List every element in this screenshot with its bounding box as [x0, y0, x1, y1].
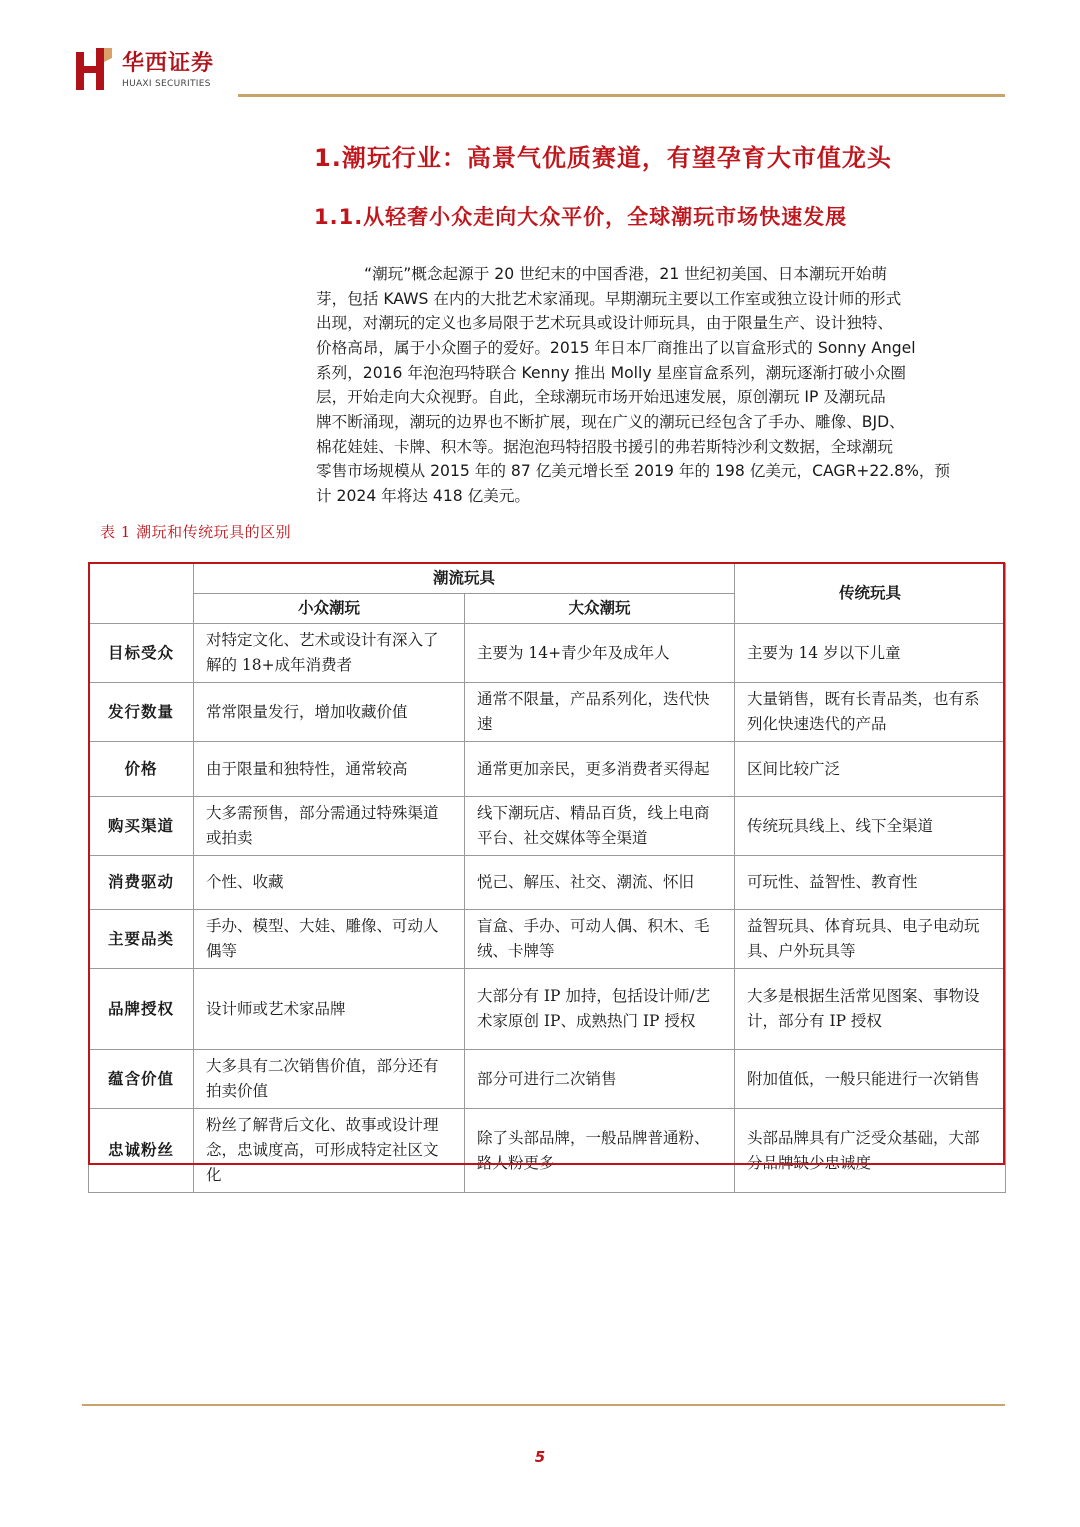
cell-mass: 大部分有 IP 加持，包括设计师/艺术家原创 IP、成熟热门 IP 授权: [465, 969, 735, 1050]
paragraph-line: 系列，2016 年泡泡玛特联合 Kenny 推出 Molly 星座盲盒系列，潮玩逐渐打破小众圈: [316, 363, 907, 382]
paragraph-line: 层，开始走向大众视野。自此，全球潮玩市场开始迅速发展，原创潮玩 IP 及潮玩品: [316, 388, 886, 407]
cell-traditional: 头部品牌具有广泛受众基础，大部: [735, 1109, 1006, 1193]
row-label: 忠诚粉丝: [89, 1109, 194, 1193]
table-row: [89, 969, 1006, 1050]
page-number: 5: [534, 1448, 546, 1466]
row-label: 主要品类: [89, 910, 194, 969]
cell-mass: 部分可进行二次销售: [465, 1050, 735, 1109]
cell-traditional: 大多是根据生活常见图案、事物设计，部分有 IP 授权: [735, 969, 1006, 1050]
table-corner-cell: [89, 564, 194, 624]
cell-traditional: 主要为 14 岁以下儿童: [735, 624, 1006, 683]
table-row: [89, 1109, 1006, 1193]
cell-mass: 通常更加亲民，更多消费者买得起: [465, 742, 735, 797]
cell-mass: 线下潮玩店、精品百货，线上电商平台、社交媒体等全渠道: [465, 797, 735, 856]
row-label: 价格: [89, 742, 194, 797]
table-bottom-border: [88, 1163, 1005, 1165]
cell-niche: 对特定文化、艺术或设计有深入了解的 18+成年消费者: [194, 624, 465, 683]
row-label: 品牌授权: [89, 969, 194, 1050]
paragraph-line: “潮玩”概念起源于 20 世纪末的中国香港，21 世纪初美国、日本潮玩开始萌: [364, 265, 887, 283]
cell-mass: 除了头部品牌，一般品牌普通粉、: [465, 1109, 735, 1193]
header-trend-toys: 潮流玩具: [194, 564, 735, 594]
brand-name-en: HUAXI SECURITIES: [122, 79, 211, 89]
cell-niche: 个性、收藏: [194, 856, 465, 910]
table-caption: 表 1 潮玩和传统玩具的区别: [100, 523, 292, 541]
cell-mass: 盲盒、手办、可动人偶、积木、毛绒、卡牌等: [465, 910, 735, 969]
cell-traditional: 传统玩具线上、线下全渠道: [735, 797, 1006, 856]
section-heading: 1.潮玩行业：高景气优质赛道，有望孕育大市值龙头: [314, 144, 892, 172]
row-label: 发行数量: [89, 683, 194, 742]
table-right-border: [1003, 563, 1005, 1164]
table-row: [89, 683, 1006, 742]
table-left-border: [88, 563, 90, 1164]
cell-mass: 悦己、解压、社交、潮流、怀旧: [465, 856, 735, 910]
header-traditional-toys: 传统玩具: [735, 564, 1006, 624]
cell-niche: 大多需预售，部分需通过特殊渠道或拍卖: [194, 797, 465, 856]
cell-mass: 主要为 14+青少年及成年人: [465, 624, 735, 683]
table-row: [89, 742, 1006, 797]
paragraph-line: 芽，包括 KAWS 在内的大批艺术家涌现。早期潮玩主要以工作室或独立设计师的形式: [316, 289, 902, 308]
body-paragraph: [316, 262, 1030, 509]
cell-mass: 通常不限量，产品系列化，迭代快速: [465, 683, 735, 742]
brand-name-cn: 华西证券: [122, 50, 215, 76]
table-row: [89, 624, 1006, 683]
footer-divider: [82, 1404, 1005, 1406]
paragraph-line: 棉花娃娃、卡牌、积木等。据泡泡玛特招股书援引的弗若斯特沙利文数据，全球潮玩: [316, 437, 893, 456]
cell-niche: 常常限量发行，增加收藏价值: [194, 683, 465, 742]
cell-traditional: 附加值低，一般只能进行一次销售: [735, 1050, 1006, 1109]
table-row: [89, 856, 1006, 910]
cell-traditional: 可玩性、益智性、教育性: [735, 856, 1006, 910]
comparison-table: [88, 563, 1006, 1193]
paragraph-line: 牌不断涌现，潮玩的边界也不断扩展，现在广义的潮玩已经包含了手办、雕像、BJD、: [316, 412, 905, 431]
paragraph-line: 出现，对潮玩的定义也多局限于艺术玩具或设计师玩具，由于限量生产、设计独特、: [316, 314, 893, 333]
subsection-heading: 1.1.从轻奢小众走向大众平价，全球潮玩市场快速发展: [314, 205, 848, 229]
paragraph-line: 零售市场规模从 2015 年的 87 亿美元增长至 2019 年的 198 亿美元，CAGR+22.8%，预: [316, 462, 951, 481]
cell-traditional: 区间比较广泛: [735, 742, 1006, 797]
row-label: 购买渠道: [89, 797, 194, 856]
row-label: 蕴含价值: [89, 1050, 194, 1109]
header-mass-toys: 大众潮玩: [465, 594, 735, 624]
huaxi-logo-icon: [76, 48, 112, 90]
header-divider: [238, 94, 1005, 97]
cell-niche: 设计师或艺术家品牌: [194, 969, 465, 1050]
paragraph-line: 价格高昂，属于小众圈子的爱好。2015 年日本厂商推出了以盲盒形式的 Sonny Angel: [316, 338, 916, 357]
cell-niche: 大多具有二次销售价值，部分还有拍卖价值: [194, 1050, 465, 1109]
cell-traditional: 益智玩具、体育玩具、电子电动玩具、户外玩具等: [735, 910, 1006, 969]
paragraph-line: 计 2024 年将达 418 亿美元。: [316, 486, 531, 505]
table-row: [89, 797, 1006, 856]
row-label: 消费驱动: [89, 856, 194, 910]
cell-niche: 手办、模型、大娃、雕像、可动人偶等: [194, 910, 465, 969]
header-niche-toys: 小众潮玩: [194, 594, 465, 624]
table-row: [89, 910, 1006, 969]
cell-traditional: 大量销售，既有长青品类，也有系列化快速迭代的产品: [735, 683, 1006, 742]
cell-niche: 由于限量和独特性，通常较高: [194, 742, 465, 797]
row-label: 目标受众: [89, 624, 194, 683]
table-top-border: [88, 562, 1005, 564]
cell-niche: 粉丝了解背后文化、故事或设计理念，忠诚度高，可形成特定社区文化: [194, 1109, 465, 1193]
table-row: [89, 1050, 1006, 1109]
